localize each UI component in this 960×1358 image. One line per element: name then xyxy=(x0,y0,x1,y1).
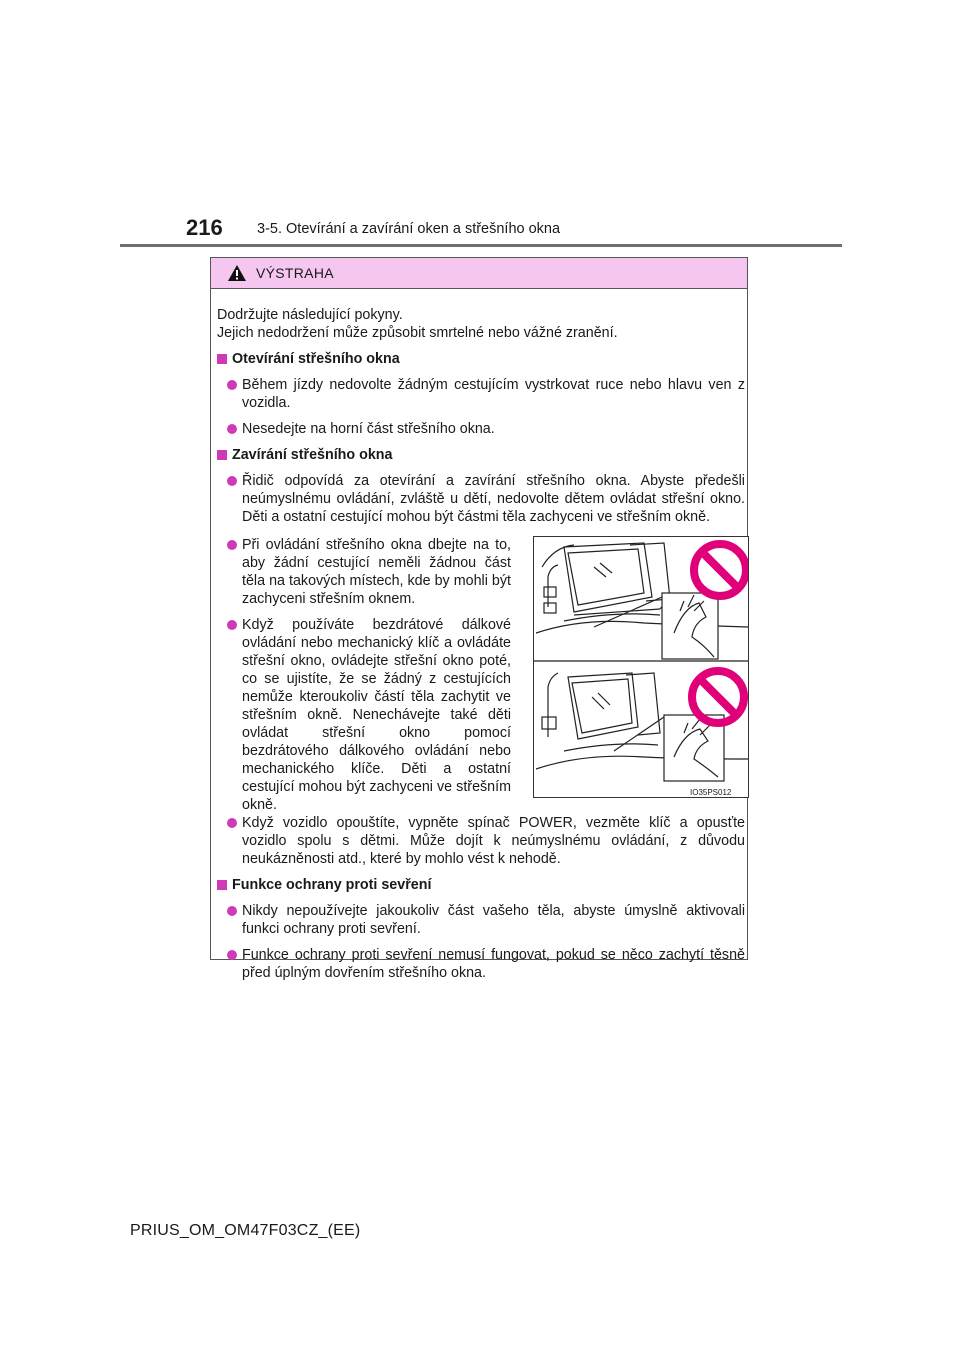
bullet-item: Když používáte bezdrátové dálkové ovládání nebo mechanický klíč a ovládáte střešní okno, ovládejte střešní okno poté, co se ujistíte, že se žádný z cestujících nemůže kteroukoliv částí těla zachytit ve střešním okně. Nenechávejte také děti ovládat střešní okno pomocí bezdrátového dálkového ovládání nebo mechanického klíče. Děti a ostatní cestující mohou být zachyceni ve střešním okně. xyxy=(217,616,511,814)
dot-bullet-icon xyxy=(227,818,237,828)
bullet-item: Během jízdy nedovolte žádným cestujícím vystrkovat ruce nebo hlavu ven z vozidla. xyxy=(217,376,745,412)
warning-title: VÝSTRAHA xyxy=(256,265,334,281)
warning-triangle-icon xyxy=(228,265,246,281)
dot-bullet-icon xyxy=(227,380,237,390)
text-with-figure xyxy=(217,536,745,814)
bullet-item: Funkce ochrany proti sevření nemusí fungovat, pokud se něco zachytí těsně před úplným dovřením střešního okna. xyxy=(217,946,745,982)
dot-bullet-icon xyxy=(227,620,237,630)
dot-bullet-icon xyxy=(227,424,237,434)
doc-code: PRIUS_OM_OM47F03CZ_(EE) xyxy=(130,1222,361,1239)
bullet-item: Při ovládání střešního okna dbejte na to, aby žádní cestující neměli žádnou část těla na takových místech, kde by mohli být zachyceni střešním oknem. xyxy=(217,536,511,608)
section-heading: Funkce ochrany proti sevření xyxy=(217,876,745,894)
page-number: 216 xyxy=(186,215,223,240)
square-bullet-icon xyxy=(217,880,227,890)
section-heading: Otevírání střešního okna xyxy=(217,350,745,368)
warning-content xyxy=(217,306,745,982)
bullet-item: Nesedejte na horní část střešního okna. xyxy=(217,420,745,438)
section-title: 3-5. Otevírání a zavírání oken a střešního okna xyxy=(257,221,561,237)
intro-line: Dodržujte následující pokyny. xyxy=(217,307,403,323)
prohibition-icon xyxy=(694,544,746,596)
dot-bullet-icon xyxy=(227,540,237,550)
page-header xyxy=(0,0,960,250)
square-bullet-icon xyxy=(217,450,227,460)
warning-box xyxy=(210,257,748,981)
side-bullets xyxy=(217,536,511,822)
section-heading: Zavírání střešního okna xyxy=(217,446,745,464)
bullet-item: Nikdy nepoužívejte jakoukoliv část vašeho těla, abyste úmyslně aktivovali funkci ochrany proti sevření. xyxy=(217,902,745,938)
intro-line: Jejich nedodržení může způsobit smrtelné nebo vážné zranění. xyxy=(217,325,618,341)
dot-bullet-icon xyxy=(227,950,237,960)
bullet-item: Řidič odpovídá za otevírání a zavírání střešního okna. Abyste předešli neúmyslnému ovládání, zvláště u dětí, nedovolte dětem ovládat střešní okno. Děti a ostatní cestující mohou být částmi těla zachyceni ve střešním okně. xyxy=(217,472,745,526)
square-bullet-icon xyxy=(217,354,227,364)
header-rule xyxy=(120,244,842,247)
sunroof-drawing xyxy=(534,537,748,797)
dot-bullet-icon xyxy=(227,906,237,916)
bullet-item: Když vozidlo opouštíte, vypněte spínač POWER, vezměte klíč a opusťte vozidlo spolu s dětmi. Může dojít k neúmyslnému ovládání, z důvodu neukázněnosti atd., které by mohlo vést k nehodě. xyxy=(217,814,745,868)
sunroof-illustration xyxy=(533,536,749,798)
dot-bullet-icon xyxy=(227,476,237,486)
warning-header xyxy=(211,258,747,289)
figure-label: IO35PS012 xyxy=(690,788,732,797)
